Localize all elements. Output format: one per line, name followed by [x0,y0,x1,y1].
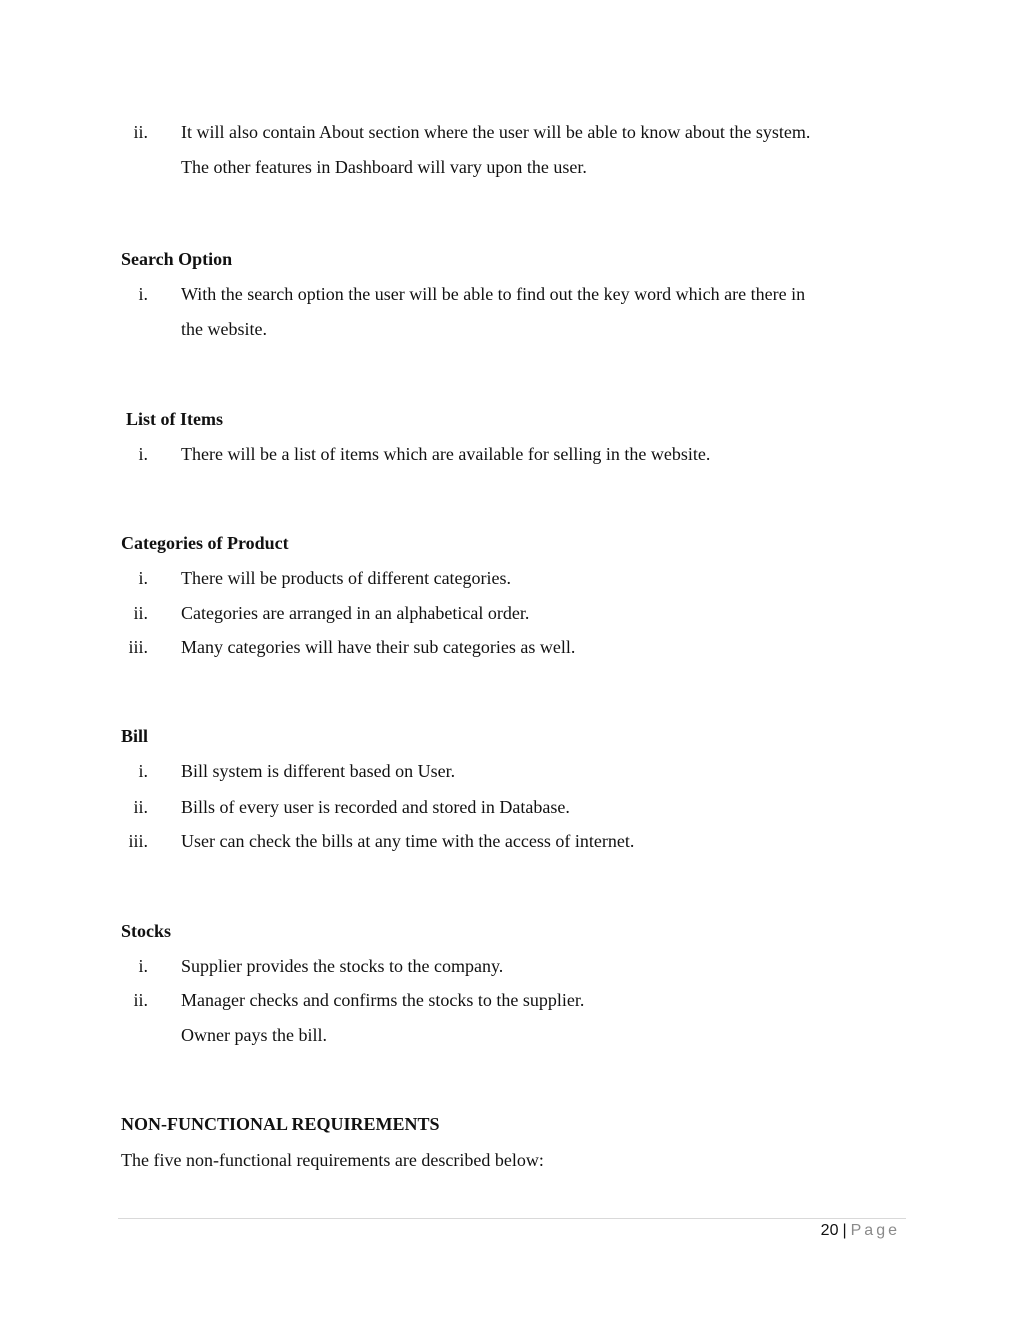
section-heading-list-of-items: List of Items [126,409,223,429]
list-number: i. [138,956,148,976]
list-item-text: Bill system is different based on User. [181,761,456,781]
page-number: 20 [820,1222,839,1239]
list-item-text-continued: Owner pays the bill. [181,1025,327,1045]
list-item-text: There will be a list of items which are available for selling in the website. [181,444,711,464]
page-label: Page [850,1222,900,1239]
section-heading-non-functional-requirements: NON-FUNCTIONAL REQUIREMENTS [121,1114,440,1134]
list-number: ii. [133,797,148,817]
list-item-text: Supplier provides the stocks to the company. [181,956,504,976]
list-number: ii. [133,122,148,142]
section-heading-bill: Bill [121,726,149,746]
list-item-text: Bills of every user is recorded and stored in Database. [181,797,570,817]
list-item-text: Manager checks and confirms the stocks to the supplier. [181,990,585,1010]
footer-separator: | [842,1222,847,1239]
list-item-text: With the search option the user will be able to find out the key word which are there in [181,284,806,304]
list-number: i. [138,761,148,781]
list-number: ii. [133,990,148,1010]
list-item-text-continued: the website. [181,319,267,339]
list-number: i. [138,568,148,588]
paragraph-text: The five non-functional requirements are described below: [121,1150,544,1170]
list-number: i. [138,444,148,464]
section-heading-search-option: Search Option [121,249,233,269]
list-number: ii. [133,603,148,623]
list-number: iii. [128,637,148,657]
list-number: i. [138,284,148,304]
list-item-text-continued: The other features in Dashboard will vary upon the user. [181,157,587,177]
section-heading-stocks: Stocks [121,921,172,941]
list-item-text: Categories are arranged in an alphabetical order. [181,603,530,623]
list-item-text: User can check the bills at any time with the access of internet. [181,831,635,851]
list-item-text: Many categories will have their sub categories as well. [181,637,576,657]
list-number: iii. [128,831,148,851]
list-item-text: It will also contain About section where the user will be able to know about the system. [181,122,811,142]
list-item-text: There will be products of different categories. [181,568,512,588]
page-footer [821,1221,900,1241]
footer-divider [118,1218,906,1219]
section-heading-categories: Categories of Product [121,533,289,553]
